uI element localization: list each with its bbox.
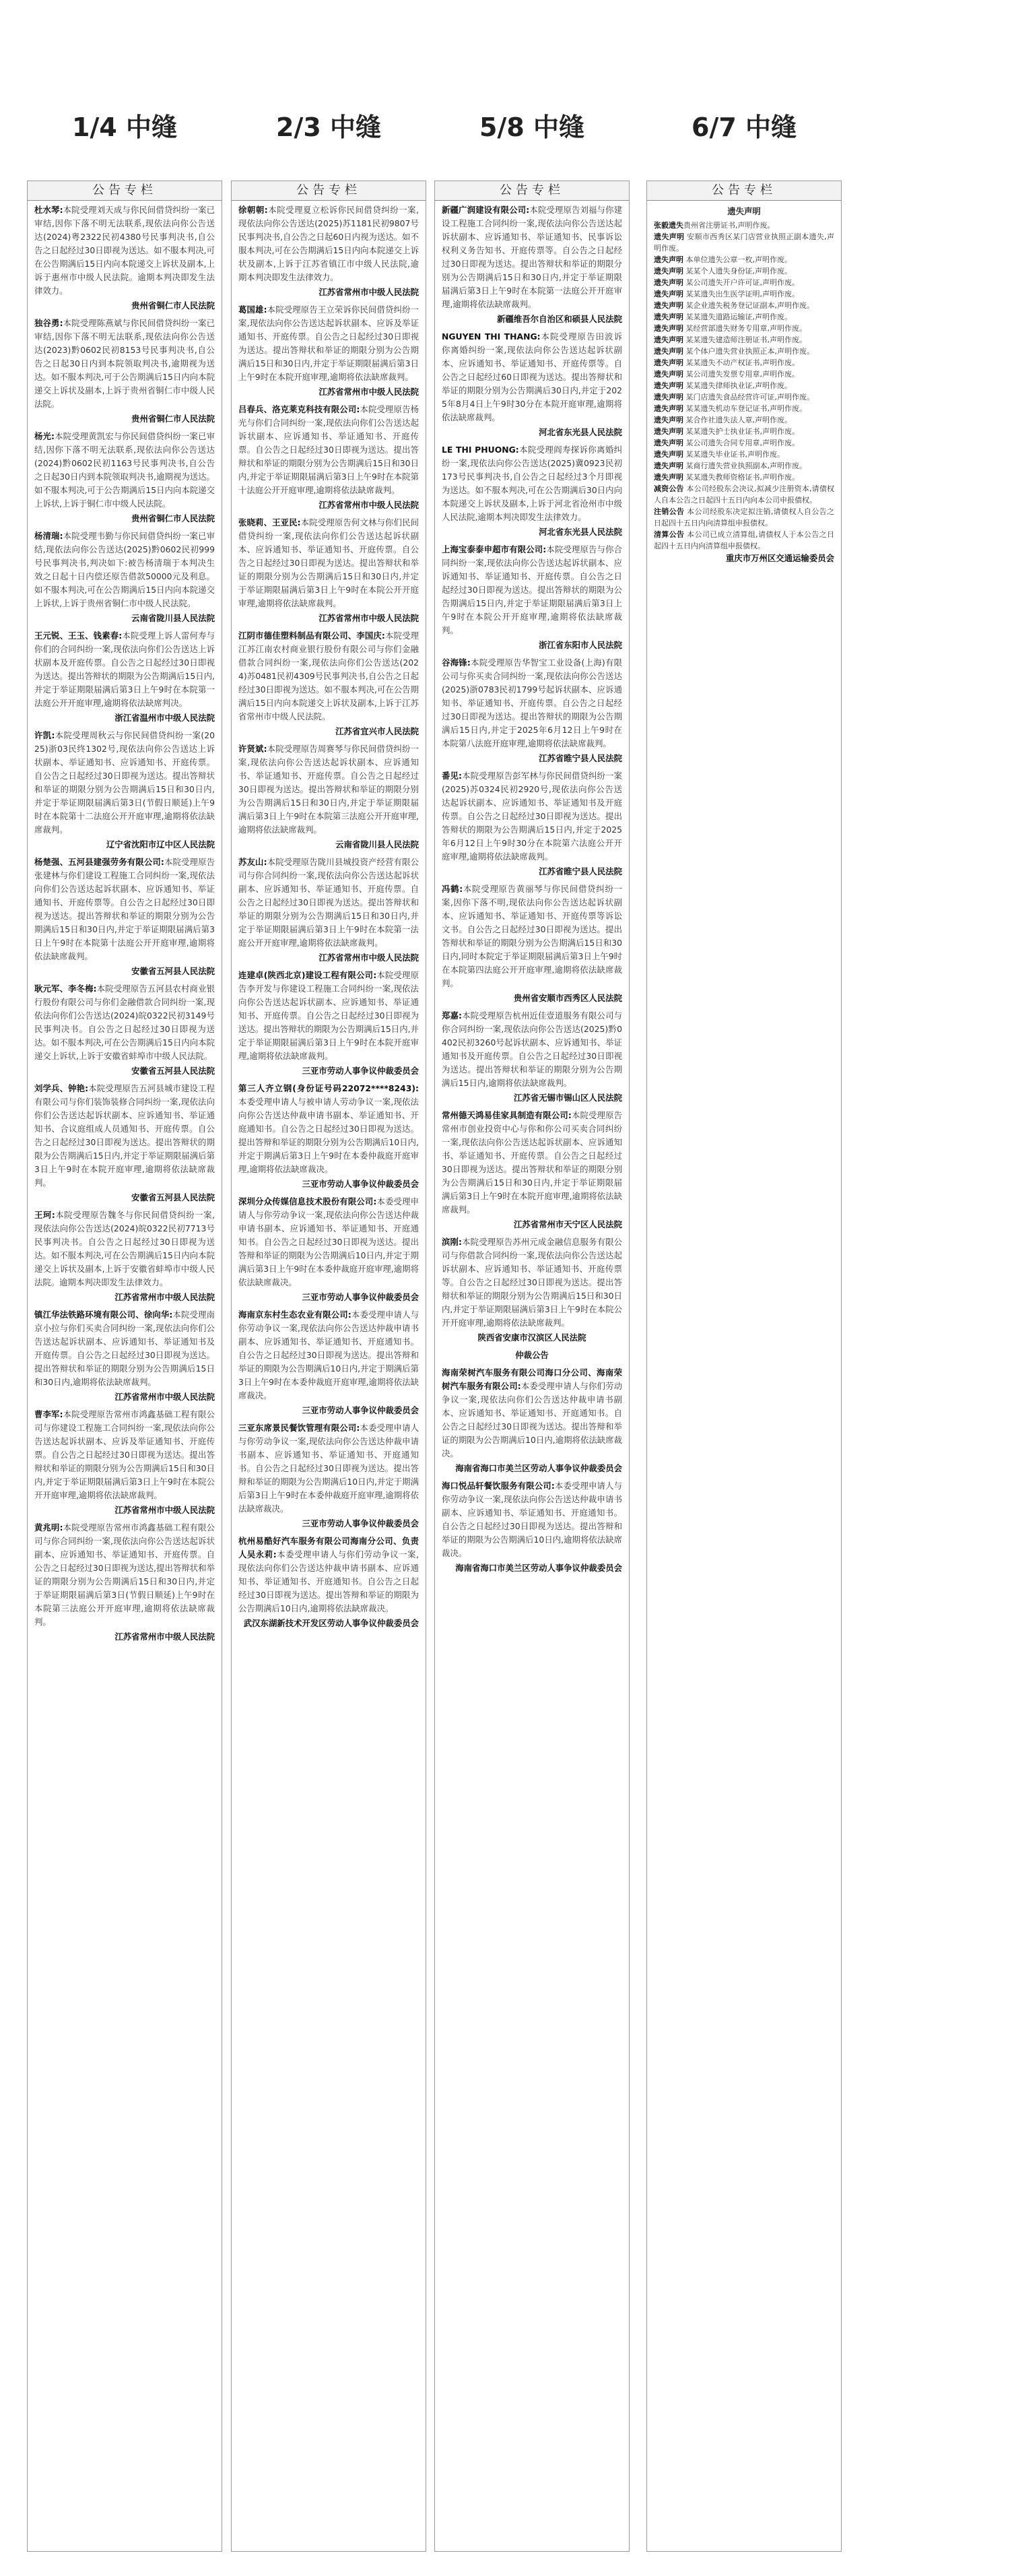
list-item: 减资公告 本公司经股东会决议,拟减少注册资本,请债权人自本公告之日起四十五日内向本公司申报债权。 — [654, 484, 835, 505]
list-item: 遗失声明 某某遗失毕业证书,声明作废。 — [654, 450, 784, 459]
notice-signature: 贵州省铜仁市人民法院 — [131, 300, 215, 311]
notice-party: 耿元军、李冬梅: — [34, 984, 97, 994]
notice-party: 张晓莉、王亚民: — [238, 517, 301, 527]
notice-paragraph — [34, 1408, 215, 1502]
notice-signature: 安徽省五河县人民法院 — [131, 966, 215, 976]
notice-party: 王元锐、王玉、钱素春: — [34, 631, 123, 641]
notice-signature: 海南省海口市美兰区劳动人事争议仲裁委员会 — [455, 1563, 622, 1573]
notice-party: NGUYEN THI THANG: — [442, 331, 541, 342]
notice-paragraph — [34, 529, 215, 610]
notice-party: 许贤斌: — [238, 744, 267, 754]
list-item: 遗失声明 某经营部遗失财务专用章,声明作废。 — [654, 324, 807, 333]
notice-paragraph — [34, 982, 215, 1063]
notice-party: 独谷勇: — [34, 318, 63, 328]
notice-party: 谷海锋: — [442, 657, 471, 668]
notice-signature: 江苏省常州市中级人民法院 — [318, 953, 419, 963]
notice-signature: 河北省东光县人民法院 — [539, 527, 622, 537]
notice-text: 本院受理原告周赛琴与你民间借贷纠纷一案,现依法向你公告送达起诉状副本、应诉通知书、举证通知书、开庭传票。自公告之日起经过30日即视为送达。提出答辩状和举证的期限分别为公告期满后15日和30日内,并定于举证期限届满后第3日上午9时在本院第三法庭公开开庭审理,逾期将依法缺席裁判。 — [238, 744, 419, 835]
notice-party: 杜水琴: — [34, 205, 63, 215]
notice-panel-2 — [231, 181, 426, 2552]
notice-signature: 武汉东湖新技术开发区劳动人事争议仲裁委员会 — [243, 1618, 419, 1628]
notice-signature: 江苏省常州市中级人民法院 — [318, 613, 419, 623]
notice-signature: 江苏省常州市中级人民法院 — [318, 387, 419, 397]
notice-text: 本院受理原告刘福与你建设工程施工合同纠纷一案,现依法向你公告送达起诉状副本、应诉通知书、举证通知书、民事诉讼权利义务告知书、开庭传票等。自公告之日起经过30日即视为送达。提出答辩状和举证的期限分别为公告期满后15日和30日内,并定于举证期限届满后第3日上午9时在本院第一法庭公开开庭审理,逾期将依法缺席裁判。 — [442, 205, 622, 309]
column-header-4: 6/7 中缝 — [692, 112, 797, 142]
notice-party: 吕春兵、洛克莱克科技有限公司: — [238, 404, 360, 414]
notice-text: 本委受理申请人与你劳动争议一案,现依法向你公告送达仲裁申请书副本、应诉通知书、举证通知书、开庭通知书。自公告之日起经过30日即视为送达。提出答辩和举证的期限为公告期满后10日内,并定于期满后第3日上午9时在本委仲裁庭开庭审理,逾期将依法缺席裁决。 — [238, 1196, 419, 1287]
notice-party: LE THI PHUONG: — [442, 445, 519, 455]
list-item: 遗失声明 某企业遗失税务登记证副本,声明作废。 — [654, 301, 814, 310]
notice-text: 本院受理原告华智宝工业设备(上海)有限公司与你买卖合同纠纷一案,现依法向你公告送达(2025)浙0783民初1799号起诉状副本、应诉通知书、举证通知书、开庭传票。自公告之日起经过30日即视为送达。提出答辩状的期限为公告期满后15日内,并定于2025年6月12日上午9时在本院第八法庭开庭审理,逾期将依法缺席裁判。 — [442, 657, 622, 748]
list-item: 遗失声明 某某遗失护士执业证书,声明作废。 — [654, 427, 799, 436]
notice-paragraph — [442, 1479, 622, 1560]
notice-paragraph — [34, 203, 215, 298]
notice-paragraph — [34, 1082, 215, 1190]
notice-party: 徐朝朝: — [238, 205, 268, 215]
notice-paragraph — [34, 1521, 215, 1629]
notice-party: 冯鹤: — [442, 884, 463, 894]
notice-party: 江阴市德佳塑料制品有限公司、李国庆: — [238, 631, 385, 641]
notice-paragraph — [442, 330, 622, 424]
column-header-3: 5/8 中缝 — [479, 112, 584, 142]
notice-paragraph — [34, 430, 215, 511]
notice-paragraph — [34, 729, 215, 837]
notice-signature: 河北省东光县人民法院 — [539, 427, 622, 437]
notice-signature: 云南省陇川县人民法院 — [335, 839, 419, 849]
notice-paragraph — [238, 1308, 419, 1403]
notice-text: 本院受理上诉人雷何寿与你们的合同纠纷一案,现依法向你们公告送达上诉状副本及开庭传票。自公告之日起经过30日即视为送达。提出答辩状的期限为公告期满后15日内,并定于举证期限届满后第3日上午9时在本院第一法庭公开开庭审理,逾期将依法缺席判决。 — [34, 631, 215, 708]
notice-text: 本委受理申请人与你们劳动争议一案,现依法向你们公告送达仲裁申请书副本、应诉通知书、举证通知书、开庭通知书。自公告之日起经过30日即视为送达。提出答辩和举证的期限为公告期满后10日内,逾期将依法缺席裁决。 — [238, 1549, 419, 1613]
notice-paragraph — [238, 1421, 419, 1516]
notice-text: 本院受理原告五河县农村商业银行股份有限公司与你们金融借款合同纠纷一案,现依法向你们公告送达(2024)皖0322民初3149号民事判决书。自公告之日起经过30日即视为送达。如不服本判决,可在公告期满后15日内向本院递交上诉状,上诉于安徽省蚌埠市中级人民法院。 — [34, 984, 215, 1061]
notice-signature: 贵州省铜仁市人民法院 — [131, 513, 215, 523]
notice-party: 杭州易酷好汽车服务有限公司海南分公司、负责人吴永莉: — [238, 1536, 419, 1559]
notice-panel-4 — [646, 181, 842, 2552]
notice-signature: 江苏省常州市中级人民法院 — [114, 1505, 215, 1515]
notice-text: 本院受理原告田波诉你离婚纠纷一案,现依法向你公告送达起诉状副本、应诉通知书、举证通知书、开庭传票等。自公告之日起经过60日即视为送达。提出答辩状和举证的期限分别为公告期满后30日内,并定于2025年8月4日上午9时30分在本院开庭审理,逾期将依法缺席裁判。 — [442, 331, 623, 422]
notice-text: 本院受理原告苏州元成金融信息服务有限公司与你借款合同纠纷一案,现依法向你公告送达起诉状副本、应诉通知书、举证通知书、开庭传票等。自公告之日起经过30日即视为送达。提出答辩状和举证的期限分别为公告期满后15日和30日内,并定于举证期限届满后第3日上午9时在本院公开开庭审理,逾期将依法缺席裁判。 — [442, 1237, 622, 1328]
panel-title: 公告专栏 — [28, 181, 222, 201]
notice-text: 本院受理原告魏冬与你民间借贷纠纷一案,现依法向你公告送达(2024)皖0322民初7713号民事判决书。自公告之日起经过30日即视为送达。如不服本判决,可在公告期满后15日内向本院递交上诉状及副本,上诉于安徽省蚌埠市中级人民法院。逾期本判决即发生法律效力。 — [34, 1210, 215, 1287]
list-item: 遗失声明 某公司遗失开户许可证,声明作废。 — [654, 278, 799, 287]
notice-party: 杨楚强、五河县建强劳务有限公司: — [34, 857, 164, 867]
panel-title: 公告专栏 — [232, 181, 426, 201]
notice-party: 苏友山: — [238, 857, 267, 867]
notice-signature: 新疆维吾尔自治区和硕县人民法院 — [497, 314, 622, 324]
notice-signature: 三亚市劳动人事争议仲裁委员会 — [302, 1066, 419, 1076]
notice-party: 常州德天鸿易佳家具制造有限公司: — [442, 1110, 572, 1120]
notice-text: 本院受理原告彭军林与你民间借贷纠纷一案(2025)苏0324民初2920号,现依法向你公告送达起诉状副本、应诉通知书、举证通知书及开庭传票。自公告之日起经过30日即视为送达。提出答辩状的期限为公告期满后15日内,并定于2025年6月12日上午9时30分在本院第六法庭公开开庭审理,逾期将依法缺席裁判。 — [442, 771, 622, 862]
notice-party: 曹李军: — [34, 1409, 63, 1419]
notice-paragraph — [442, 1235, 622, 1330]
notice-paragraph — [442, 203, 622, 311]
list-title: 遗失声明 — [727, 206, 761, 216]
notice-text: 本委受理申请人与被申请人劳动争议一案,现依法向你公告送达仲裁申请书副本、举证通知书、开庭通知书。自公告之日起经过30日即视为送达。提出答辩和举证的期限分别为公告期满后10日内,并定于期满后第3日上午9时在本委仲裁庭开庭审理,逾期将依法缺席裁决。 — [238, 1097, 419, 1174]
notice-text: 本院受理原告黄丽琴与你民间借贷纠纷一案,因你下落不明,现依法向你公告送达起诉状副本、应诉通知书、举证通知书、开庭传票等诉讼文书。自公告之日起经过30日即视为送达。提出答辩状和举证的期限分别为公告期满后15日和30日内,同时本院定于举证期限届满后第3日上午9时在本院第四法庭公开开庭审理,逾期将依法缺席裁判。 — [442, 884, 622, 988]
notice-text: 本院受理原告陇川县城投资产经营有限公司与你合同纠纷一案,现依法向你公告送达起诉状副本、应诉通知书、举证通知书、开庭传票。自公告之日起经过30日即视为送达。提出答辩状和举证的期限分别为公告期满后15日和30日内,并定于举证期限届满后第3日上午9时在本院第一法庭公开开庭审理,逾期将依法缺席裁判。 — [238, 857, 419, 948]
list-item: 遗失声明 某某遗失机动车登记证书,声明作废。 — [654, 404, 807, 413]
notice-party: 连建卓(陕西北京)建设工程有限公司: — [238, 970, 377, 980]
notice-party: 许凯: — [34, 730, 55, 740]
notice-text: 本院受理黄凯宏与你民间借贷纠纷一案已审结,因你下落不明无法联系,现依法向你公告送达(2024)黔0602民初1163号民事判决书,自公告之日起30日内到本院领取判决书,逾期视为送达。如不服本判决,可于公告期满后15日内向本院递交上诉状,上诉于铜仁市中级人民法院。 — [34, 431, 215, 509]
list-item: 遗失声明 某公司遗失发票专用章,声明作废。 — [654, 370, 799, 379]
list-item: 遗失声明 某某个人遗失身份证,声明作废。 — [654, 267, 792, 276]
notice-signature: 三亚市劳动人事争议仲裁委员会 — [302, 1405, 419, 1415]
notice-signature: 江苏省常州市中级人民法院 — [114, 1392, 215, 1402]
notice-signature: 江苏省睢宁县人民法院 — [539, 866, 622, 876]
notice-paragraph — [238, 1082, 419, 1176]
notice-signature: 陕西省安康市汉滨区人民法院 — [477, 1332, 586, 1343]
notice-paragraph — [238, 303, 419, 384]
notice-paragraph — [442, 1009, 622, 1090]
notice-party: 滨刚: — [442, 1237, 463, 1247]
list-item: 遗失声明 安顺市西秀区某门店营业执照正副本遗失,声明作废。 — [654, 232, 835, 253]
notice-party: 三亚东席景民餐饮管理有限公司: — [238, 1423, 360, 1433]
notice-text: 本院受理韦勤与你民间借贷纠纷一案已审结,现依法向你公告送达(2025)黔0602民初999号民事判决书,判决如下:被告杨清瑞于本判决生效之日起十日内偿还原告借款50000元及利息。如不服本判决,可在公告期满后15日内向本院递交上诉状,上诉于贵州省铜仁市中级人民法院。 — [34, 531, 215, 608]
notice-paragraph — [34, 856, 215, 963]
notice-text: 本院受理江苏江南农村商业银行股份有限公司与你们金融借款合同纠纷一案,现依法向你们公告送达(2024)苏0481民初4309号民事判决书,自公告之日起经过30日即视为送达。如不服本判决,可在公告期满后15日内向本院递交上诉状及副本,上诉于江苏省常州市中级人民法院。 — [238, 631, 419, 721]
notice-signature: 贵州省铜仁市人民法院 — [131, 414, 215, 424]
list-item: 遗失声明 某某遗失教师资格证书,声明作废。 — [654, 473, 799, 482]
panel-body — [28, 201, 222, 1650]
list-item: 遗失声明 某某遗失道路运输证,声明作废。 — [654, 313, 792, 321]
notice-text: 本院受理原告常州市鸿鑫基础工程有限公司与你合同纠纷一案,现依法向你公告送达起诉状副本、应诉通知书、举证通知书、开庭传票。自公告之日起经过30日即视为送达,提出答辩状和举证的期限分别为公告期满后15日和30日内,并定于举证期限届满后第3日(节假日顺延)上午9时在本院第三法庭公开开庭审理,逾期将依法缺席裁判。 — [34, 1522, 215, 1627]
notice-party: 葛国雄: — [238, 304, 267, 315]
notice-signature: 三亚市劳动人事争议仲裁委员会 — [302, 1518, 419, 1528]
notice-party: 镇江华法铁路环境有限公司、徐向华: — [34, 1310, 173, 1320]
notice-paragraph — [34, 1209, 215, 1289]
panel-title: 公告专栏 — [647, 181, 841, 201]
notice-signature: 三亚市劳动人事争议仲裁委员会 — [302, 1179, 419, 1189]
notice-signature: 江苏省宜兴市人民法院 — [335, 726, 419, 736]
notice-text: 本院受理原告李开发与你建设工程施工合同纠纷一案,现依法向你公告送达起诉状副本、应诉通知书、举证通知书、开庭传票。自公告之日起经过30日即视为送达。提出答辩状的期限为公告期满后15日内,并定于举证期限届满后第3日上午9时在本院开庭审理,逾期将依法缺席裁判。 — [238, 970, 419, 1061]
notice-party: 第三人齐立钢(身份证号码22072****8243): — [238, 1083, 419, 1093]
list-item: 张毅遗失贵州省注册证书,声明作废。 — [654, 221, 775, 230]
list-item: 遗失声明 某合作社遗失法人章,声明作废。 — [654, 416, 792, 424]
list-item: 遗失声明 某门店遗失食品经营许可证,声明作废。 — [654, 393, 814, 401]
notice-panel-3 — [434, 181, 630, 2552]
notice-paragraph — [442, 769, 622, 864]
notice-party: 新疆广润建设有限公司: — [442, 205, 530, 215]
list-item: 遗失声明 某某遗失不动产权证书,声明作废。 — [654, 358, 799, 367]
notice-signature: 江苏省常州市中级人民法院 — [318, 287, 419, 297]
list-item: 遗失声明 某某遗失律师执业证,声明作废。 — [654, 381, 792, 390]
notice-paragraph — [442, 1366, 622, 1460]
list-item: 清算公告 本公司已成立清算组,请债权人于本公告之日起四十五日内向清算组申报债权。 — [654, 530, 835, 550]
notice-signature: 浙江省温州市中级人民法院 — [114, 713, 215, 723]
notice-text: 本院受理原告五河县城市建设工程有限公司与你们装饰装修合同纠纷一案,现依法向你们公告送达起诉状副本、应诉通知书、举证通知书、合议庭组成人员通知书、开庭传票。自公告之日起经过30日即视为送达。提出答辩状的期限为公告期满后15日内,并定于举证期限届满后第3日上午9时在本院开庭审理,逾期将依法缺席裁判。 — [34, 1083, 215, 1188]
notice-text: 本院受理原告常州市创业投资中心与你和你公司买卖合同纠纷一案,现依法向你公告送达起诉状副本、应诉通知书、举证通知书、开庭传票。自公告之日起经过30日即视为送达。提出答辩状和举证的期限分别为公告期满后15日和30日内,并定于举证期限届满后第3日上午9时在本院开庭审理,逾期将依法缺席裁判。 — [442, 1110, 622, 1215]
notice-party: 海口悦品轩餐饮服务有限公司: — [442, 1481, 555, 1491]
notice-text: 本院受理原告杨光与你们合同纠纷一案,现依法向你们公告送达起诉状副本、应诉通知书、举证通知书、开庭传票。自公告之日起经过30日即视为送达。提出答辩状和举证的期限分别为公告期满后15日和30日内,并定于举证期限届满后第3日上午9时在本院第十法庭公开开庭审理,逾期将依法缺席裁判。 — [238, 404, 419, 495]
notice-signature: 江苏省常州市天宁区人民法院 — [513, 1219, 622, 1229]
notice-paragraph — [238, 403, 419, 497]
notice-party: 番见: — [442, 771, 463, 781]
notice-text: 本院受理原告王立荣诉你民间借贷纠纷一案,现依法向你公告送达起诉状副本、应诉及举证通知书、开庭传票。自公告之日起经过30日即视为送达。提出答辩状和举证的期限分别为公告期满后15日和30日内,并定于举证期限届满后第3日上午9时在本院开庭审理,逾期将依法缺席裁判。 — [238, 304, 419, 382]
notice-text: 本院受理夏立松诉你民间借贷纠纷一案,现依法向你公告送达(2025)苏1181民初9807号民事判决书,自公告之日起60日内视为送达。如不服本判决,可在公告期满后15日内向本院递交上诉状及副本,上诉于江苏省镇江市中级人民法院,逾期本判决即发生法律效力。 — [238, 205, 419, 282]
notice-party: 杨清瑞: — [34, 531, 63, 541]
list-item: 遗失声明 某某遗失出生医学证明,声明作废。 — [654, 290, 799, 298]
list-item: 遗失声明 某公司遗失合同专用章,声明作废。 — [654, 439, 799, 447]
notice-paragraph — [442, 656, 622, 750]
notice-paragraph — [238, 969, 419, 1063]
notice-signature: 贵州省安顺市西秀区人民法院 — [513, 993, 622, 1003]
notice-text: 本院受理原告与你合同纠纷一案,现依法向你公告送达起诉状副本、应诉通知书、举证通知书、开庭传票。自公告之日起经过30日即视为送达。提出答辩状的期限为公告期满后15日内,并定于举证期限届满后第3日上午9时在本院公开开庭审理,逾期将依法缺席裁判。 — [442, 544, 622, 635]
panel-body — [232, 201, 426, 1637]
notice-party: 上海宝泰泰申超市有限公司: — [442, 544, 547, 554]
notice-text: 本院受理周秋云与你民间借贷纠纷一案(2025)浙03民终1302号,现依法向你公告送达上诉状副本、举证通知书、应诉通知书、开庭传票。自公告之日起经过30日即视为送达。提出答辩状和举证的期限分别为公告期满后15日和30日内,并定于举证期限届满后第3日(节假日顺延)上午9时在本院第十二法庭公开开庭审理,逾期将依法缺席裁判。 — [34, 730, 215, 835]
column-header-2: 2/3 中缝 — [276, 112, 381, 142]
notice-party: 海南荣树汽车服务有限公司海口分公司、海南荣树汽车服务有限公司: — [442, 1367, 622, 1391]
notice-paragraph — [238, 516, 419, 610]
panel-body — [435, 201, 629, 1582]
notice-text: 本委受理申请人与你劳动争议一案,现依法向你公告送达仲裁申请书副本、应诉通知书、举证通知书、开庭通知书。自公告之日起经过30日即视为送达。提出答辩和举证的期限为公告期满后10日内,并定于期满后第3日上午9时在本委仲裁庭开庭审理,逾期将依法缺席裁决。 — [238, 1423, 419, 1514]
panel-title: 公告专栏 — [435, 181, 629, 201]
notice-paragraph — [238, 629, 419, 723]
notice-party: 王珂: — [34, 1210, 55, 1220]
notice-paragraph — [34, 317, 215, 411]
notice-party: 郑嘉: — [442, 1010, 463, 1021]
notice-signature: 江苏省常州市中级人民法院 — [114, 1632, 215, 1642]
list-item: 遗失声明 某个体户遗失营业执照正本,声明作废。 — [654, 347, 814, 356]
notice-text: 本委受理申请人与你劳动争议一案,现依法向你公告送达仲裁申请书副本、应诉通知书、举证通知书、开庭通知书。自公告之日起经过30日即视为送达。提出答辩和举证的期限为公告期满后10日内,逾期将依法缺席裁决。 — [442, 1481, 622, 1558]
notice-text: 本院受理原告杭州近佳壹道服务有限公司与你合同纠纷一案,现依法向你公告送达(2025)黔0402民初3260号起诉状副本、应诉通知书、举证通知书及开庭传票。自公告之日起经过30日即视为送达。提出答辩状和举证的期限分别为公告期满后15日内,逾期将依法缺席裁判。 — [442, 1010, 622, 1088]
notice-signature: 辽宁省沈阳市辽中区人民法院 — [106, 839, 215, 849]
notice-panel-1 — [27, 181, 222, 2552]
notice-signature: 江苏省睢宁县人民法院 — [539, 753, 622, 763]
notice-paragraph — [442, 882, 622, 990]
notice-text: 本委受理申请人与你们劳动争议一案,现依法向你们公告送达仲裁申请书副本、应诉通知书、举证通知书、开庭通知书。自公告之日起经过30日即视为送达。提出答辩和举证的期限为公告期满后10日内,逾期将依法缺席裁决。 — [442, 1381, 622, 1458]
notice-signature: 安徽省五河县人民法院 — [131, 1192, 215, 1202]
notice-party: 黄兆明: — [34, 1522, 63, 1533]
notice-signature: 江苏省无锡市锡山区人民法院 — [513, 1093, 622, 1103]
notice-text: 本院受理南京小拉与你们买卖合同纠纷一案,现依法向你们公告送达起诉状副本、应诉通知书、举证通知书及开庭传票。自公告之日起经过30日即视为送达。提出答辩状和举证的期限分别为公告期满后15日和30日内,逾期将依法缺席裁判。 — [34, 1310, 215, 1387]
list-item: 遗失声明 某商行遗失营业执照副本,声明作废。 — [654, 461, 807, 470]
list-item: 遗失声明 本单位遗失公章一枚,声明作废。 — [654, 255, 792, 264]
notice-paragraph — [34, 1308, 215, 1389]
notice-party: 杨光: — [34, 431, 55, 441]
notice-paragraph — [442, 543, 622, 637]
notice-paragraph — [238, 203, 419, 284]
notice-paragraph — [238, 742, 419, 837]
notice-text: 本院受理原告何文林与你们民间借贷纠纷一案,现依法向你们公告送达起诉状副本、应诉通知书、举证通知书、开庭传票。自公告之日起经过30日即视为送达。提出答辩状和举证的期限分别为公告期满后15日和30日内,并定于举证期限届满后第3日上午9时在本院公开开庭审理,逾期将依法缺席裁判。 — [238, 517, 419, 608]
notice-signature: 安徽省五河县人民法院 — [131, 1066, 215, 1076]
notice-signature: 江苏省常州市中级人民法院 — [114, 1292, 215, 1302]
list-item: 遗失声明 某某遗失建造师注册证书,声明作废。 — [654, 335, 807, 344]
notice-paragraph — [442, 443, 622, 524]
panel-body — [647, 201, 841, 572]
notice-signature: 仲裁公告 — [515, 1350, 549, 1360]
column-header-1: 1/4 中缝 — [72, 112, 177, 142]
notice-paragraph — [238, 1195, 419, 1289]
notice-paragraph — [442, 1109, 622, 1217]
notice-text: 本委受理申请人与你劳动争议一案,现依法向你公告送达仲裁申请书副本、应诉通知书、举证通知书、开庭通知书。自公告之日起经过30日即视为送达。提出答辩和举证的期限为公告期满后10日内,并定于期满后第3日上午9时在本委仲裁庭开庭审理,逾期将依法缺席裁决。 — [238, 1310, 419, 1400]
notice-signature: 云南省陇川县人民法院 — [131, 613, 215, 623]
notice-signature: 重庆市万州区交通运输委员会 — [725, 553, 834, 563]
notice-paragraph — [238, 856, 419, 950]
notice-paragraph — [238, 1535, 419, 1615]
notice-signature: 江苏省常州市中级人民法院 — [318, 500, 419, 510]
notice-party: 海南京东村生态农业有限公司: — [238, 1310, 351, 1320]
notice-signature: 海南省海口市美兰区劳动人事争议仲裁委员会 — [455, 1463, 622, 1473]
notice-party: 刘学兵、钟艳: — [34, 1083, 89, 1093]
notice-party: 深圳分众传媒信息技术股份有限公司: — [238, 1196, 377, 1206]
notice-text: 本院受理陈燕斌与你民间借贷纠纷一案已审结,因你下落不明无法联系,现依法向你公告送达(2023)黔0602民初8153号民事判决书,自公告之日起30日内到本院领取判决书,逾期视为送达。如不服本判决,可于公告期满后15日内向本院递交上诉状及副本,上诉于贵州省铜仁市中级人民法院。 — [34, 318, 215, 409]
notice-paragraph — [34, 629, 215, 710]
list-item: 注销公告 本公司经股东决定拟注销,请债权人自公告之日起四十五日内向清算组申报债权。 — [654, 507, 835, 527]
notice-text: 本院受理阎寿探诉你离婚纠纷一案,现依法向你公告送达(2025)冀0923民初173号民事判决书,自公告之日起经过3个月即视为送达。如不服本判决,可在公告期满后30日内向本院递交上诉状及副本,上诉于河北省沧州市中级人民法院,逾期本判决即发生法律效力。 — [442, 445, 623, 522]
notice-signature: 浙江省东阳市人民法院 — [539, 640, 622, 650]
notice-signature: 三亚市劳动人事争议仲裁委员会 — [302, 1292, 419, 1302]
notice-text: 本院受理原告常州市鸿鑫基础工程有限公司与你建设工程施工合同纠纷一案,现依法向你公告送达起诉状副本、应诉及举证通知书、开庭传票。自公告之日起经过30日即视为送达。提出答辩状和举证的期限分别为公告期满后15日和30日内,并定于举证期限届满后第3日上午9时在本院公开开庭审理,逾期将依法缺席裁判。 — [34, 1409, 215, 1500]
notice-text: 本院受理原告张建林与你们建设工程施工合同纠纷一案,现依法向你们公告送达起诉状副本、应诉通知书、举证通知书、开庭传票等。自公告之日起经过30日即视为送达。提出答辩状和举证的期限分别为公告期满后15日和30日内,并定于举证期限届满后第3日上午9时在本院第十法庭公开开庭审理,逾期将依法缺席裁判。 — [34, 857, 215, 961]
notice-text: 本院受理刘天成与你民间借贷纠纷一案已审结,因你下落不明无法联系,现依法向你公告送达(2024)粤2322民初4380号民事判决书,自公告之日起经过30日即视为送达。如不服本判决,可在公告期满后15日内向本院递交上诉状及副本,上诉于惠州市中级人民法院。逾期本判决即发生法律效力。 — [34, 205, 215, 296]
